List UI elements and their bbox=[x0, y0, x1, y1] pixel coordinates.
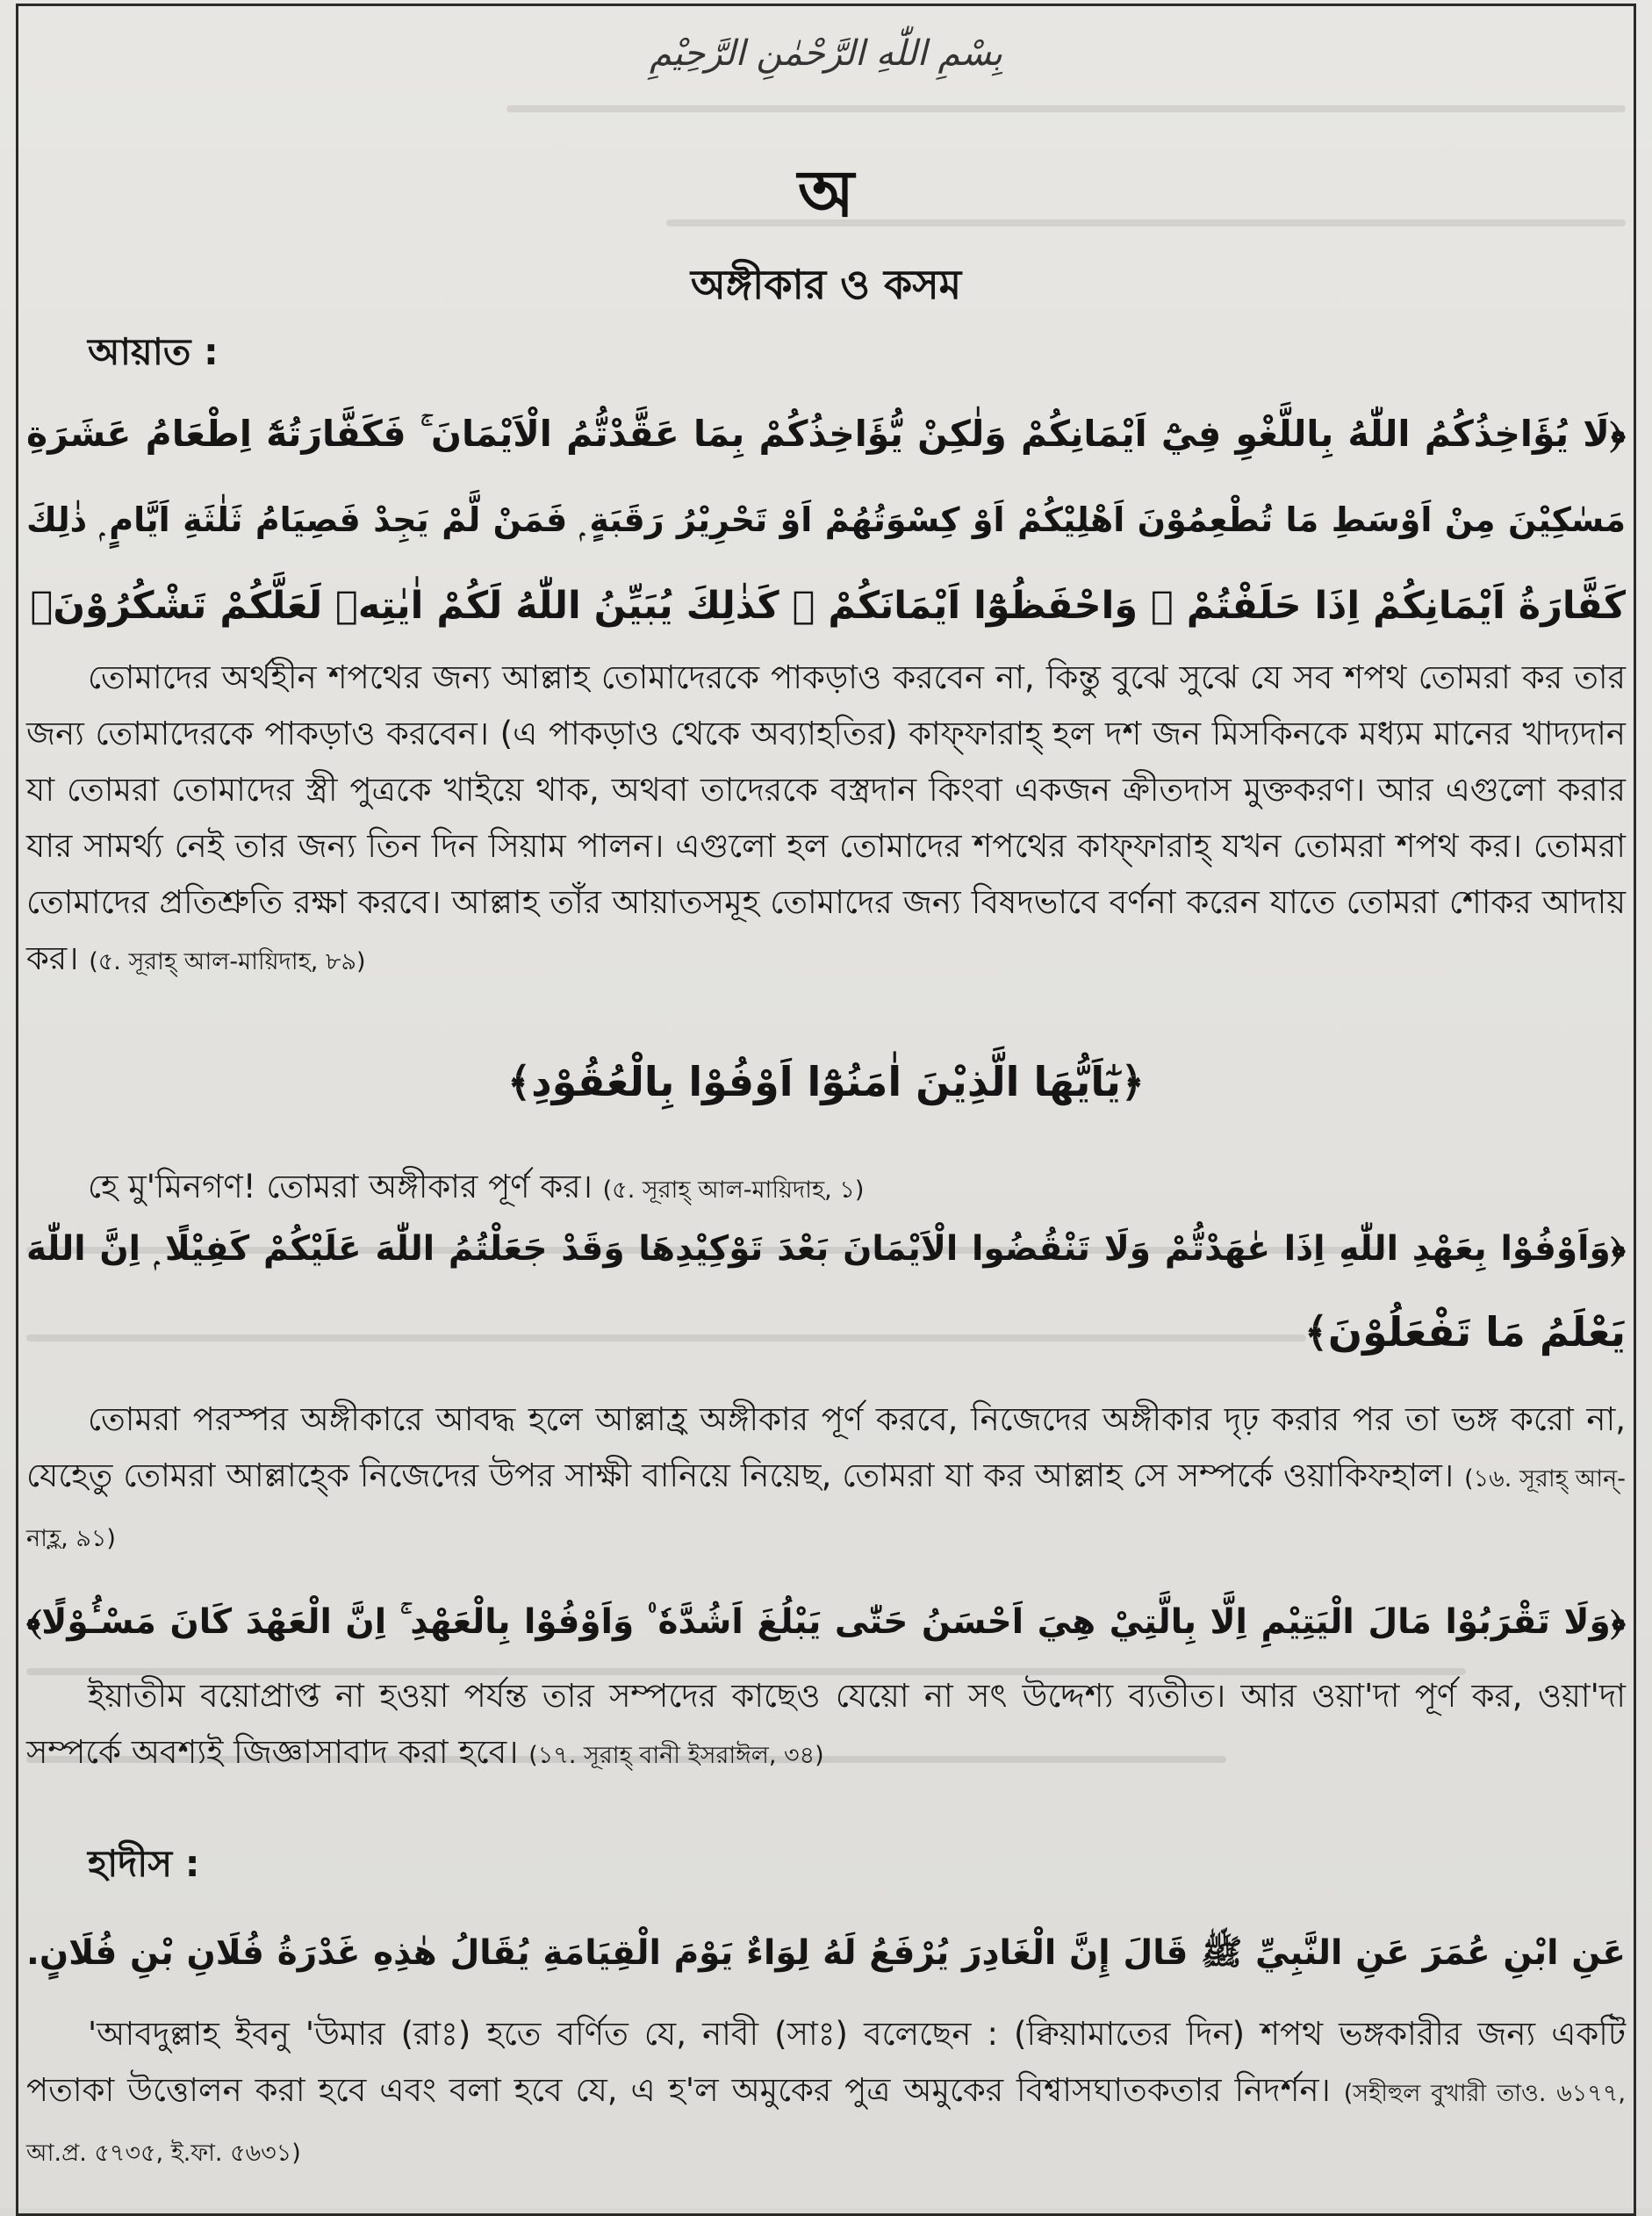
verse1-arabic-line: كَفَّارَةُ اَيْمَانِكُمْ اِذَا حَلَفْتُمْ ۭ وَاحْفَظُوْٓا اَيْمَانَكُمْ ۭ كَذٰلِكَ يُبَيِّنُ اللّٰهُ لَكُمْ اٰيٰتِهٖ لَعَلَّكُمْ تَشْكُرُوْنَ﴾ bbox=[30, 584, 1626, 628]
chapter-title: অঙ্গীকার ও কসম bbox=[690, 261, 962, 308]
verse4-arabic: ﴿وَلَا تَقْرَبُوْا مَالَ الْيَتِيْمِ اِلَّا بِالَّتِيْ هِيَ اَحْسَنُ حَتّٰى يَبْلُغَ اَشُدَّهٗ ۠ وَاَوْفُوْا بِالْعَهْدِ ۚ اِنَّ الْعَهْدَ كَانَ مَسْـُٔوْلًا﴾ bbox=[26, 1602, 1626, 1642]
verse2-translation-text: হে মু'মিনগণ! তোমরা অঙ্গীকার পূর্ণ কর। bbox=[88, 1168, 593, 1205]
ayat-heading: আয়াত : bbox=[88, 330, 219, 373]
chapter-letter: অ bbox=[797, 156, 855, 232]
verse3-arabic-line: يَعْلَمُ مَا تَفْعَلُوْنَ﴾ bbox=[1304, 1308, 1626, 1356]
page-border bbox=[16, 4, 1636, 2216]
verse1-arabic-line: مَسٰكِيْنَ مِنْ اَوْسَطِ مَا تُطْعِمُوْنَ اَهْلِيْكُمْ اَوْ كِسْوَتُهُمْ اَوْ تَحْرِيْرُ رَقَبَةٍ ۭ فَمَنْ لَّمْ يَجِدْ فَصِيَامُ ثَلٰثَةِ اَيَّامٍ ۭ ذٰلِكَ bbox=[26, 500, 1626, 539]
verse4-reference: (১৭. সূরাহ্ বানী ইসরাঈল, ৩৪) bbox=[528, 1742, 824, 1769]
hadith-translation-text: 'আবদুল্লাহ ইবনু 'উমার (রাঃ) হতে বর্ণিত যে, নাবী (সাঃ) বলেছেন : (ক্বিয়ামাতের দিন) শপথ ভঙ্গকারীর জন্য একটি পতাকা উত্তোলন করা হবে এবং বলা হবে যে, এ হ'ল অমুকের পুত্র অমুকের বিশ্বাসঘাতকতার নিদর্শন। bbox=[26, 2015, 1626, 2109]
verse4-translation bbox=[26, 1668, 1626, 1784]
hadith-arabic: عَنِ ابْنِ عُمَرَ عَنِ النَّبِيِّ ﷺ قَالَ إِنَّ الْغَادِرَ يُرْفَعُ لَهُ لِوَاءٌ يَوْمَ الْقِيَامَةِ يُقَالُ هٰذِهِ غَدْرَةُ فُلَانِ بْنِ فُلَانٍ. bbox=[26, 1933, 1626, 1973]
verse1-arabic-line: ﴿لَا يُؤَاخِذُكُمُ اللّٰهُ بِاللَّغْوِ فِيْٓ اَيْمَانِكُمْ وَلٰكِنْ يُّؤَاخِذُكُمْ بِمَا عَقَّدْتُّمُ الْاَيْمَانَ ۚ فَكَفَّارَتُهٗٓ اِطْعَامُ عَشَرَةِ bbox=[26, 413, 1626, 455]
verse4-translation-text: ইয়াতীম বয়োপ্রাপ্ত না হওয়া পর্যন্ত তার সম্পদের কাছেও যেয়ো না সৎ উদ্দেশ্য ব্যতীত। আর ওয়া'দা পূর্ণ কর, ওয়া'দা সম্পর্কে অবশ্যই জিজ্ঞাসাবাদ করা হবে। bbox=[26, 1677, 1626, 1771]
verse3-arabic-line: ﴿وَاَوْفُوْا بِعَهْدِ اللّٰهِ اِذَا عٰهَدْتُّمْ وَلَا تَنْقُضُوا الْاَيْمَانَ بَعْدَ تَوْكِيْدِهَا وَقَدْ جَعَلْتُمُ اللّٰهَ عَلَيْكُمْ كَفِيْلًا ۭ اِنَّ اللّٰهَ bbox=[26, 1229, 1626, 1269]
hadith-translation bbox=[26, 2006, 1626, 2182]
verse1-reference: (৫. সূরাহ্ আল-মায়িদাহ, ৮৯) bbox=[89, 948, 366, 975]
verse2-reference: (৫. সূরাহ্ আল-মায়িদাহ, ১) bbox=[602, 1176, 865, 1204]
hadith-reference: (সহীহুল বুখারী তাও. ৬১৭৭, আ.প্র. ৫৭৩৫, ই.ফা. ৫৬৩১) bbox=[26, 2080, 1627, 2167]
verse1-translation-text: তোমাদের অর্থহীন শপথের জন্য আল্লাহ তোমাদেরকে পাকড়াও করবেন না, কিন্তু বুঝে সুঝে যে সব শপথ তোমরা কর তার জন্য তোমাদেরকে পাকড়াও করবেন। (এ পাকড়াও থেকে অব্যাহতির) কাফ্ফারাহ্ হল দশ জন মিসকিনকে মধ্যম মানের খাদ্যদান যা তোমরা তোমাদের স্ত্রী পুত্রকে খাইয়ে থাক, অথবা তাদেরকে বস্ত্রদান কিংবা একজন ক্রীতদাস মুক্তকরণ। আর এগুলো করার যার সামর্থ্য নেই তার জন্য তিন দিন সিয়াম পালন। এগুলো হল তোমাদের শপথের কাফ্ফারাহ্ যখন তোমরা শপথ কর। তোমরা তোমাদের প্রতিশ্রুতি রক্ষা করবে। আল্লাহ তাঁর আয়াতসমূহ তোমাদের জন্য বিষদভাবে বর্ণনা করেন যাতে তোমরা শোকর আদায় কর। bbox=[26, 658, 1626, 977]
verse3-translation bbox=[26, 1392, 1626, 1567]
verse2-translation bbox=[26, 1159, 1626, 1219]
hadith-heading: হাদীস : bbox=[88, 1842, 200, 1885]
verse3-reference: (১৬. সূরাহ্ আন্-নাহ্ল, ৯১) bbox=[26, 1465, 1626, 1552]
bismillah-calligraphy: بِسْمِ اللّٰهِ الرَّحْمٰنِ الرَّحِيْمِ bbox=[649, 33, 1003, 74]
verse2-arabic: ﴿يٰٓاَيُّهَا الَّذِيْنَ اٰمَنُوْٓا اَوْفُوْا بِالْعُقُوْدِ﴾ bbox=[507, 1058, 1145, 1105]
verse3-translation-text: তোমরা পরস্পর অঙ্গীকারে আবদ্ধ হলে আল্লাহ্র অঙ্গীকার পূর্ণ করবে, নিজেদের অঙ্গীকার দৃঢ় করার পর তা ভঙ্গ করো না, যেহেতু তোমরা আল্লাহ্কে নিজেদের উপর সাক্ষী বানিয়ে নিয়েছ, তোমরা যা কর আল্লাহ সে সম্পর্কে ওয়াকিফহাল। bbox=[26, 1400, 1626, 1494]
verse1-translation bbox=[26, 650, 1626, 990]
